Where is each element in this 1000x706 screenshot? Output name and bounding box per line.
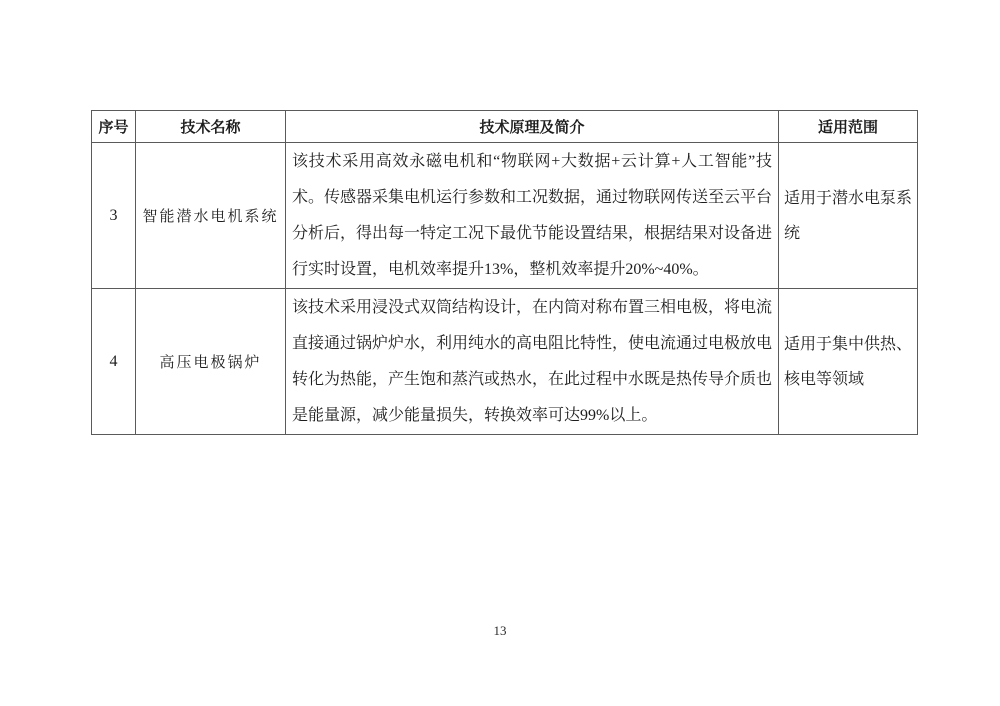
row-index-cell: 3 [92, 143, 136, 289]
page-number: 13 [493, 623, 507, 638]
table-header-row [92, 111, 918, 143]
col-header-name: 技术名称 [136, 111, 286, 143]
technology-table [91, 110, 918, 435]
row-name-cell: 智能潜水电机系统 [136, 143, 286, 289]
col-header-scope: 适用范围 [779, 111, 918, 143]
table-row [92, 289, 918, 435]
col-header-description: 技术原理及简介 [286, 111, 779, 143]
col-header-index: 序号 [92, 111, 136, 143]
row-description-cell: 该技术采用浸没式双筒结构设计，在内筒对称布置三相电极，将电流直接通过锅炉炉水，利用纯水的高电阻比特性，使电流通过电极放电转化为热能，产生饱和蒸汽或热水，在此过程中水既是热传导介质也是能量源，减少能量损失，转换效率可达99%以上。 [286, 289, 779, 435]
row-index-cell: 4 [92, 289, 136, 435]
row-name-cell: 高压电极锅炉 [136, 289, 286, 435]
row-scope-cell: 适用于潜水电泵系统 [779, 143, 918, 289]
row-scope-cell: 适用于集中供热、核电等领域 [779, 289, 918, 435]
row-description-cell: 该技术采用高效永磁电机和“物联网+大数据+云计算+人工智能”技术。传感器采集电机运行参数和工况数据，通过物联网传送至云平台分析后，得出每一特定工况下最优节能设置结果，根据结果对设备进行实时设置，电机效率提升13%，整机效率提升20%~40%。 [286, 143, 779, 289]
table-row [92, 143, 918, 289]
